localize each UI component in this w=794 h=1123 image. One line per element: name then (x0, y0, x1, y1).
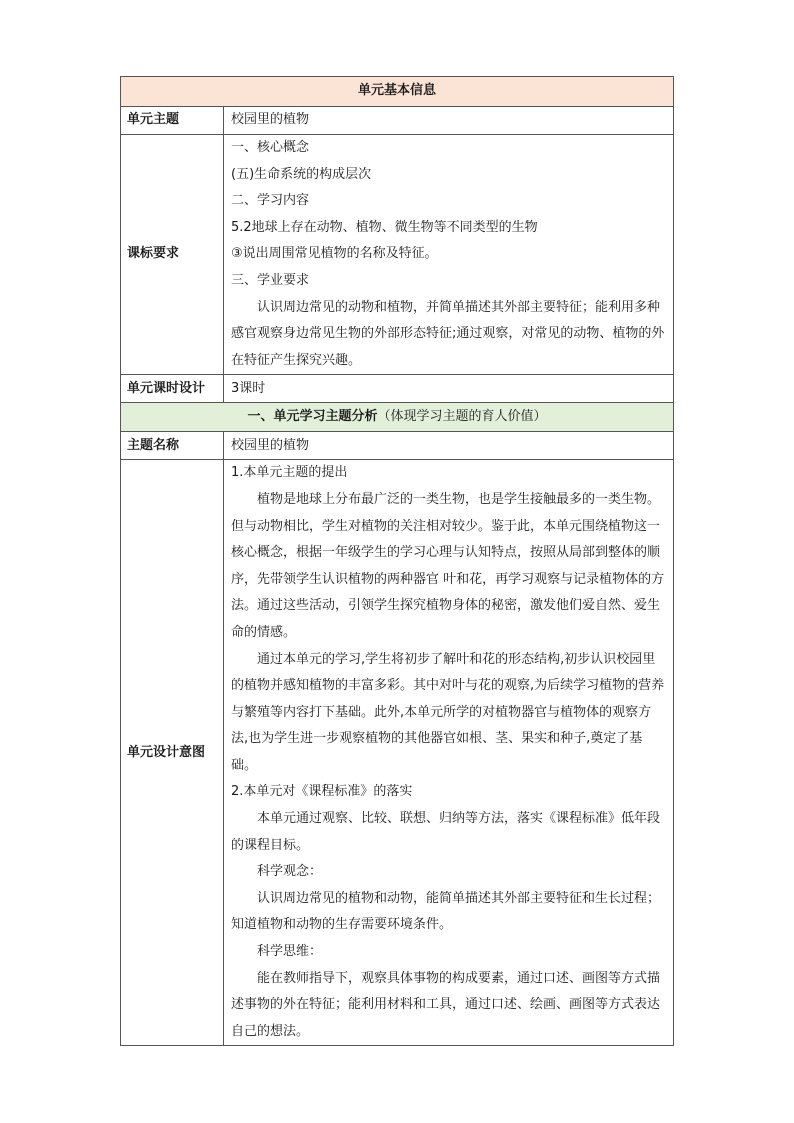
intent-paragraph-4: 认识周边常见的植物和动物，能简单描述其外部主要特征和生长过程；知道植物和动物的生存需要环境条件。 (231, 890, 661, 933)
table-title: 单元基本信息 (121, 77, 674, 107)
value-design-intent (224, 460, 674, 1046)
intent-paragraph-3: 本单元通过观察、比较、联想、归纳等方法，落实《课程标准》低年段的课程目标。 (231, 811, 661, 853)
intent-paragraph-5: 能在教师指导下，观察具体事物的构成要素，通过口述、画图等方式描述事物的外在特征；能利用材料和工具，通过口述、绘画、画图等方式表达自己的想法。 (231, 970, 661, 1039)
label-design-intent: 单元设计意图 (121, 460, 224, 1046)
standards-line: 二、学习内容 (231, 193, 310, 209)
label-hours: 单元课时设计 (121, 375, 224, 403)
intent-subheading-1: 科学观念： (257, 864, 323, 880)
section-title-rest: （体现学习主题的育人价值） (377, 409, 547, 425)
standards-paragraph: 认识周边常见的动物和植物，并简单描述其外部主要特征；能利用多种感官观察身边常见生物的外部形态特征;通过观察，对常见的动物、植物的外在特征产生探究兴趣。 (231, 299, 665, 368)
label-topic: 主题名称 (121, 432, 224, 460)
unit-info-table (120, 76, 674, 1046)
standards-line: (五)生命系统的构成层次 (231, 166, 372, 182)
intent-heading-1: 1.本单元主题的提出 (231, 465, 348, 481)
value-standards (224, 135, 674, 375)
standards-line: 5.2地球上存在动物、植物、微生物等不同类型的生物 (231, 219, 538, 235)
intent-paragraph-1: 植物是地球上分布最广泛的一类生物，也是学生接触最多的一类生物。但与动物相比，学生对植物的关注相对较少。鉴于此，本单元围绕植物这一核心概念，根据一年级学生的学习心理与认知特点，按照从局部到整体的顺序，先带领学生认识植物的两种器官 叶和花，再学习观察与记录植物体的方法。通过这些活动，引领学生探究植物身体的秘密，激发他们爱自然、爱生命的情感。 (231, 491, 665, 640)
standards-line: ③说出周围常见植物的名称及特征。 (231, 246, 438, 262)
intent-paragraph-2: 通过本单元的学习,学生将初步了解叶和花的形态结构,初步认识校园里的植物并感知植物的丰富多彩。其中对叶与花的观察,为后续学习植物的营养与繁殖等内容打下基础。此外,本单元所学的对植物器官与植物体的观察方法,也为学生进一步观察植物的其他器官如根、茎、果实和种子,奠定了基础。 (231, 651, 665, 773)
standards-line: 一、核心概念 (231, 140, 310, 155)
intent-heading-2: 2.本单元对《课程标准》的落实 (231, 784, 413, 800)
standards-line: 三、学业要求 (231, 272, 310, 288)
intent-subheading-2: 科学思维： (257, 944, 323, 960)
value-unit-theme: 校园里的植物 (224, 107, 674, 135)
section-title (121, 403, 674, 432)
section-title-bold: 一、单元学习主题分析 (247, 409, 378, 425)
value-hours: 3课时 (224, 375, 674, 403)
label-standards: 课标要求 (121, 135, 224, 375)
value-topic: 校园里的植物 (224, 432, 674, 460)
label-unit-theme: 单元主题 (121, 107, 224, 135)
